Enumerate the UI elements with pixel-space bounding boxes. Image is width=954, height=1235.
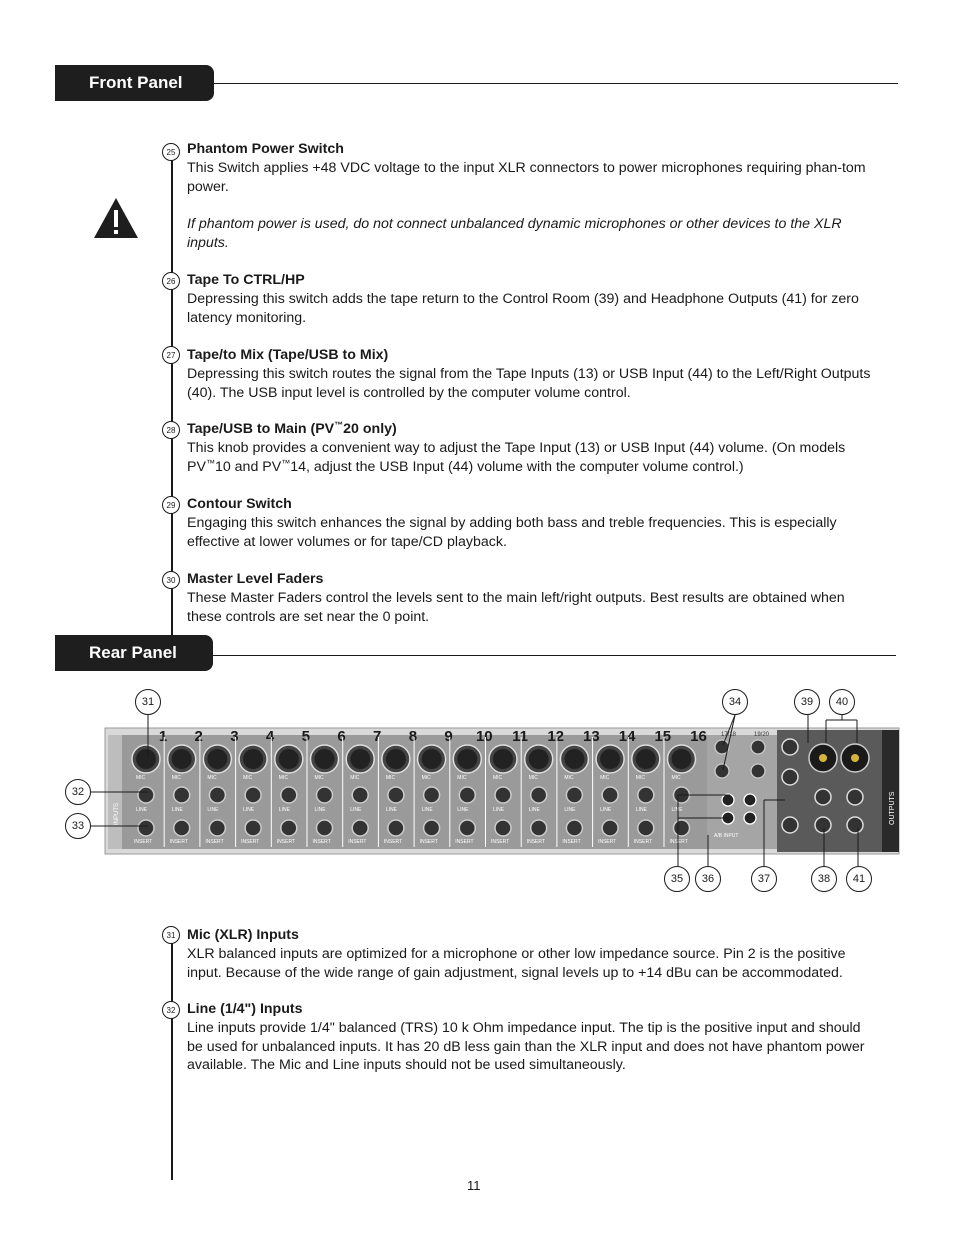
- insert-label: INSERT: [383, 839, 403, 845]
- channel-number: 2: [194, 728, 203, 745]
- insert-label: INSERT: [526, 839, 545, 845]
- line-label: LINE: [243, 807, 255, 813]
- output-jack: [782, 769, 798, 785]
- outputs-side-label: OUTPUTS: [889, 791, 896, 825]
- page-number: 11: [467, 1178, 481, 1193]
- line-label: LINE: [278, 807, 290, 813]
- insert-label: INSERT: [669, 839, 688, 845]
- callout-34: 34: [722, 689, 748, 715]
- mic-label: MIC: [528, 775, 538, 781]
- mic-label: MIC: [493, 775, 503, 781]
- item-warning-note: If phantom power is used, do not connect unbalanced dynamic microphones or other devices to the XLR inputs.: [187, 216, 842, 251]
- channel-number: 8: [408, 728, 418, 745]
- inputs-side-label: INPUTS: [114, 802, 120, 825]
- mic-label: MIC: [385, 775, 396, 781]
- channel-number: 11: [512, 728, 528, 745]
- item-number-badge: 31: [162, 926, 180, 944]
- rear-panel-rule: [213, 655, 896, 656]
- line-jack: [602, 787, 618, 803]
- line-jack: [317, 787, 333, 803]
- channel-number: 12: [547, 728, 565, 745]
- rear-panel-illustration: [60, 685, 910, 905]
- insert-jack: [674, 820, 690, 836]
- channel-number: 7: [373, 728, 382, 745]
- mic-label: MIC: [635, 775, 645, 781]
- insert-label: INSERT: [598, 839, 617, 845]
- xlr-connector-inner: [493, 749, 513, 769]
- stereo-label: 19/20: [754, 732, 770, 738]
- stereo-jack: [751, 764, 765, 778]
- xlr-connector-inner: [172, 749, 192, 769]
- item-body: Depressing this switch adds the tape return to the Control Room (39) and Headphone Outputs (41) for zero latency monitoring.: [187, 290, 859, 326]
- insert-label: INSERT: [205, 839, 224, 845]
- item-number-badge: 27: [162, 346, 180, 364]
- item-tape-to-ctrl: [187, 271, 877, 327]
- stereo-jack: [715, 764, 729, 778]
- item-title: Tape To CTRL/HP: [187, 272, 305, 288]
- line-label: LINE: [136, 807, 148, 813]
- item-contour-switch: [187, 495, 877, 551]
- item-title: Line (1/4") Inputs: [187, 1001, 303, 1017]
- mic-label: MIC: [207, 775, 217, 781]
- xlr-connector-inner: [636, 749, 656, 769]
- channel-number: 6: [337, 728, 346, 745]
- line-jack: [174, 787, 190, 803]
- mic-label: MIC: [314, 775, 324, 781]
- output-jack: [782, 817, 798, 833]
- item-title: Tape/USB to Main (PV™20 only): [187, 420, 397, 437]
- insert-label: INSERT: [134, 839, 153, 845]
- item-body: XLR balanced inputs are optimized for a microphone or other low impedance source. Pin 2 is the positive input. Because of the wide range of gain adjustment, signal levels up to +14 dBu can be accommodated.: [187, 945, 846, 981]
- rca-jack: [744, 812, 756, 824]
- item-body: This Switch applies +48 VDC voltage to the input XLR connectors to power microphones requiring phan-tom power.: [187, 159, 866, 195]
- insert-label: INSERT: [276, 839, 296, 845]
- item-number-badge: 25: [162, 143, 180, 161]
- channel-number: 5: [301, 728, 310, 745]
- channel-number: 1: [158, 728, 168, 745]
- stereo-jack: [751, 740, 765, 754]
- xlr-output-pin: [851, 754, 859, 762]
- line-label: LINE: [350, 807, 362, 813]
- callout-40: 40: [829, 689, 855, 715]
- channel-number: 13: [583, 728, 600, 745]
- front-panel-timeline: [171, 150, 173, 636]
- mic-label: MIC: [278, 775, 288, 781]
- insert-label: INSERT: [241, 839, 260, 845]
- channel-number: 10: [475, 728, 493, 745]
- line-jack: [638, 787, 654, 803]
- callout-36: 36: [695, 866, 721, 892]
- xlr-connector-inner: [457, 749, 477, 769]
- line-label: LINE: [314, 807, 326, 813]
- item-phantom-power: [187, 140, 877, 253]
- line-label: LINE: [493, 807, 505, 813]
- mic-label: MIC: [171, 775, 181, 781]
- item-number-badge: 26: [162, 272, 180, 290]
- insert-jack: [281, 820, 297, 836]
- line-label: LINE: [207, 807, 219, 813]
- insert-jack: [317, 820, 333, 836]
- xlr-connector-inner: [600, 749, 620, 769]
- rear-panel-heading: Rear Panel: [55, 635, 213, 671]
- mic-label: MIC: [243, 775, 253, 781]
- item-tape-usb-to-main: [187, 420, 877, 476]
- xlr-connector-inner: [279, 749, 299, 769]
- callout-31: 31: [135, 689, 161, 715]
- warning-icon: [92, 196, 140, 240]
- rear-panel-timeline: [171, 928, 173, 1180]
- line-jack: [281, 787, 297, 803]
- tape-input-label: A/B INPUT: [714, 833, 739, 839]
- item-body: Engaging this switch enhances the signal by adding both bass and treble frequencies. This is especially effective at lower volumes or for tape/CD playback.: [187, 514, 837, 550]
- channel-number: 14: [618, 728, 636, 745]
- insert-jack: [245, 820, 261, 836]
- xlr-connector-inner: [672, 749, 692, 769]
- insert-label: INSERT: [562, 839, 581, 845]
- insert-jack: [495, 820, 511, 836]
- channel-number: 9: [444, 728, 453, 745]
- mic-label: MIC: [671, 775, 681, 781]
- item-master-faders: [187, 570, 877, 626]
- xlr-connector-inner: [350, 749, 370, 769]
- mic-label: MIC: [564, 775, 574, 781]
- callout-35: 35: [664, 866, 690, 892]
- insert-label: INSERT: [633, 839, 653, 845]
- stereo-label: 17/18: [721, 732, 737, 738]
- line-jack: [495, 787, 511, 803]
- item-body: Line inputs provide 1/4" balanced (TRS) 10 k Ohm impedance input. The tip is the positive input and should be used for unbalanced inputs. It has 20 dB less gain than the XLR input and does not have phantom power available. The Mic and Line inputs should not be used simultaneously.: [187, 1019, 865, 1074]
- channel-number: 15: [654, 728, 672, 745]
- line-label: LINE: [385, 807, 398, 813]
- insert-label: INSERT: [455, 839, 474, 845]
- mic-label: MIC: [457, 775, 467, 781]
- output-jack: [782, 739, 798, 755]
- insert-label: INSERT: [169, 839, 188, 845]
- item-title: Mic (XLR) Inputs: [187, 927, 299, 943]
- line-label: LINE: [564, 807, 576, 813]
- line-label: LINE: [171, 807, 183, 813]
- item-title: Phantom Power Switch: [187, 141, 344, 157]
- line-jack: [138, 787, 154, 803]
- item-body: These Master Faders control the levels sent to the main left/right outputs. Best results are obtained when these controls are set near the 0 point.: [187, 589, 845, 625]
- channel-number: 3: [230, 728, 239, 745]
- insert-jack: [602, 820, 618, 836]
- insert-jack: [209, 820, 225, 836]
- insert-jack: [424, 820, 440, 836]
- item-title: Tape/to Mix (Tape/USB to Mix): [187, 347, 389, 363]
- line-jack: [531, 787, 547, 803]
- insert-jack: [388, 820, 404, 836]
- line-jack: [459, 787, 475, 803]
- xlr-connector-inner: [529, 749, 549, 769]
- insert-label: INSERT: [312, 839, 331, 845]
- xlr-connector-inner: [386, 749, 406, 769]
- front-panel-rule: [214, 83, 898, 84]
- rca-jack: [722, 794, 734, 806]
- xlr-connector-inner: [207, 749, 227, 769]
- mic-label: MIC: [421, 775, 431, 781]
- callout-32: 32: [65, 779, 91, 805]
- xlr-connector-inner: [243, 749, 263, 769]
- line-label: LINE: [457, 807, 469, 813]
- item-mic-inputs: [187, 926, 877, 982]
- item-number-badge: 30: [162, 571, 180, 589]
- line-jack: [245, 787, 261, 803]
- line-label: LINE: [421, 807, 433, 813]
- output-jack: [815, 789, 831, 805]
- insert-jack: [531, 820, 547, 836]
- output-jack: [847, 817, 863, 833]
- item-number-badge: 28: [162, 421, 180, 439]
- insert-jack: [352, 820, 368, 836]
- mic-label: MIC: [600, 775, 610, 781]
- xlr-connector-inner: [422, 749, 442, 769]
- callout-38: 38: [811, 866, 837, 892]
- channel-number: 4: [265, 728, 275, 745]
- callout-33: 33: [65, 813, 91, 839]
- front-panel-heading: Front Panel: [55, 65, 214, 101]
- line-jack: [424, 787, 440, 803]
- mic-label: MIC: [350, 775, 360, 781]
- callout-39: 39: [794, 689, 820, 715]
- insert-jack: [566, 820, 582, 836]
- item-line-inputs: [187, 1000, 877, 1075]
- line-jack: [352, 787, 368, 803]
- output-jack: [847, 789, 863, 805]
- line-jack: [209, 787, 225, 803]
- item-number-badge: 32: [162, 1001, 180, 1019]
- insert-jack: [638, 820, 654, 836]
- insert-label: INSERT: [491, 839, 510, 845]
- item-body: This knob provides a convenient way to adjust the Tape Input (13) or USB Input (44) volume. (On models PV™10 and PV™14, adjust the USB Input (44) volume with the computer volume control.): [187, 439, 846, 475]
- item-title: Master Level Faders: [187, 571, 324, 587]
- callout-37: 37: [751, 866, 777, 892]
- item-title: Contour Switch: [187, 496, 292, 512]
- xlr-output-pin: [819, 754, 827, 762]
- mic-label: MIC: [136, 775, 146, 781]
- item-number-badge: 29: [162, 496, 180, 514]
- insert-jack: [138, 820, 154, 836]
- item-tape-to-mix: [187, 346, 877, 402]
- callout-41: 41: [846, 866, 872, 892]
- channel-number: 16: [690, 728, 707, 745]
- line-jack: [388, 787, 404, 803]
- xlr-connector-inner: [315, 749, 335, 769]
- insert-jack: [174, 820, 190, 836]
- line-jack: [566, 787, 582, 803]
- insert-label: INSERT: [348, 839, 367, 845]
- insert-jack: [459, 820, 475, 836]
- xlr-connector-inner: [136, 749, 156, 769]
- line-label: LINE: [635, 807, 647, 813]
- line-label: LINE: [528, 807, 540, 813]
- rca-jack: [744, 794, 756, 806]
- output-jack: [815, 817, 831, 833]
- outputs-side-strip: [882, 730, 899, 852]
- item-body: Depressing this switch routes the signal from the Tape Inputs (13) or USB Input (44) to the Left/Right Outputs (40). The USB input level is controlled by the computer volume control.: [187, 365, 871, 401]
- insert-label: INSERT: [419, 839, 438, 845]
- xlr-connector-inner: [564, 749, 584, 769]
- line-label: LINE: [671, 807, 683, 813]
- line-label: LINE: [600, 807, 612, 813]
